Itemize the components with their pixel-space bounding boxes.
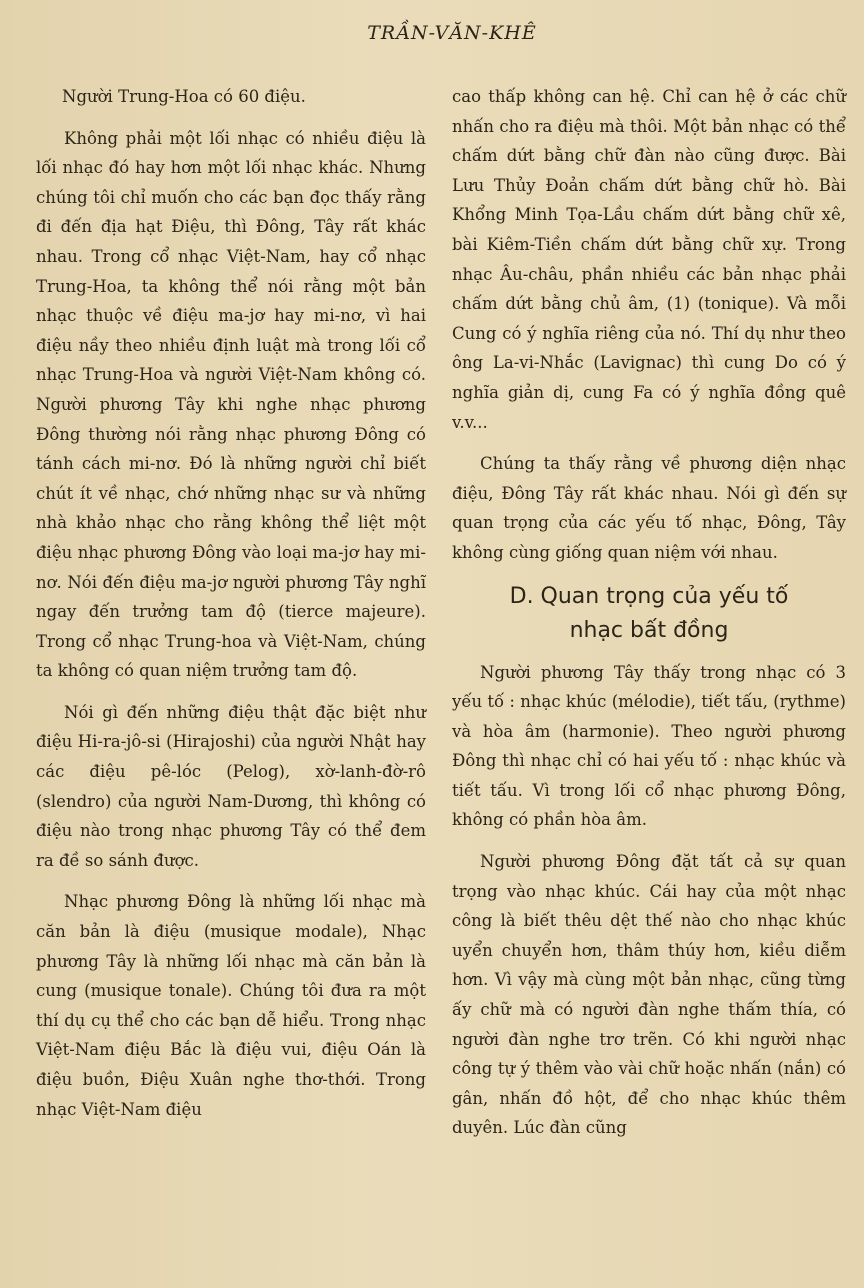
- left-column: [36, 82, 426, 1136]
- paragraph: Nói gì đến những điệu thật đặc biệt như điệu Hi-ra-jô-si (Hirajoshi) của người Nhật hay các điệu pê-lóc (Pelog), xờ-lanh-đờ-rô (slendro) của người Nam-Dương, thì không có điệu nào trong nhạc phương Tây có thể đem ra đề so sánh được.: [36, 702, 426, 870]
- section-heading: [452, 580, 846, 648]
- paragraph: Người Trung-Hoa có 60 điệu.: [62, 87, 306, 106]
- paragraph: Người phương Tây thấy trong nhạc có 3 yếu tố : nhạc khúc (mélodie), tiết tấu, (rythme) và hòa âm (harmonie). Theo người phương Đông thì nhạc chỉ có hai yếu tố : nhạc khúc và tiết tấu. Vì trong lối cổ nhạc phương Đông, không có phần hòa âm.: [452, 662, 846, 830]
- paragraph: Chúng ta thấy rằng về phương diện nhạc điệu, Đông Tây rất khác nhau. Nói gì đến sự quan trọng của các yếu tố nhạc, Đông, Tây không cùng giống quan niệm với nhau.: [452, 454, 846, 562]
- section-heading-line2: nhạc bất đồng: [569, 617, 729, 643]
- paragraph: cao thấp không can hệ. Chỉ can hệ ở các chữ nhấn cho ra điệu mà thôi. Một bản nhạc có thể chấm dứt bằng chữ đàn nào cũng được. Bài Lưu Thủy Đoản chấm dứt bằng chữ hò. Bài Khổng Minh Tọa-Lầu chấm dứt bằng chữ xê, bài Kiêm-Tiền chấm dứt bằng chữ xự. Trong nhạc Âu-châu, phần nhiều các bản nhạc phải chấm dứt bằng chủ âm, (1) (tonique). Và mỗi Cung có ý nghĩa riêng của nó. Thí dụ như theo ông La-vi-Nhắc (Lavignac) thì cung Do có ý nghĩa giản dị, cung Fa có ý nghĩa đồng quê v.v...: [452, 87, 846, 432]
- paragraph: Nhạc phương Đông là những lối nhạc mà căn bản là điệu (musique modale), Nhạc phương Tây là những lối nhạc mà căn bản là cung (musique tonale). Chúng tôi đưa ra một thí dụ cụ thể cho các bạn dễ hiểu. Trong nhạc Việt-Nam điệu Bắc là điệu vui, điệu Oán là điệu buồn, Điệu Xuân nghe thơ-thới. Trong nhạc Việt-Nam điệu: [36, 892, 426, 1119]
- right-column: [452, 82, 846, 1155]
- running-title: TRẦN-VĂN-KHÊ: [367, 22, 537, 44]
- paragraph: Không phải một lối nhạc có nhiều điệu là lối nhạc đó hay hơn một lối nhạc khác. Nhưng chúng tôi chỉ muốn cho các bạn đọc thấy rằng đi đến địa hạt Điệu, thì Đông, Tây rất khác nhau. Trong cổ nhạc Việt-Nam, hay cổ nhạc Trung-Hoa, ta không thể nói rằng một bản nhạc thuộc về điệu ma-jơ hay mi-nơ, vì hai điệu nầy theo nhiều định luật mà trong lối cổ nhạc Trung-Hoa và người Việt-Nam không có. Người phương Tây khi nghe nhạc phương Đông thường nói rằng nhạc phương Đông có tánh cách mi-nơ. Đó là những người chỉ biết chút ít về nhạc, chớ những nhạc sư và những nhà khảo nhạc cho rằng không thể liệt một điệu nhạc phương Đông vào loại ma-jơ hay mi-nơ. Nói đến điệu ma-jơ người phương Tây nghĩ ngay đến trưởng tam độ (tierce majeure). Trong cổ nhạc Trung-hoa và Việt-Nam, chúng ta không có quan niệm trưởng tam độ.: [36, 128, 426, 681]
- section-heading-line1: D. Quan trọng của yếu tố: [509, 583, 789, 609]
- paragraph: Người phương Đông đặt tất cả sự quan trọng vào nhạc khúc. Cái hay của một nhạc công là biết thêu dệt thế nào cho nhạc khúc uyển chuyển hơn, thâm thúy hơn, kiều diễm hơn. Vì vậy mà cùng một bản nhạc, cũng từng ấy chữ mà có người đàn nghe thấm thía, có người đàn nghe trơ trẽn. Có khi người nhạc công tự ý thêm vào vài chữ hoặc nhấn (nắn) có gân, nhấn đồ hột, để cho nhạc khúc thêm duyên. Lúc đàn cũng: [452, 852, 846, 1138]
